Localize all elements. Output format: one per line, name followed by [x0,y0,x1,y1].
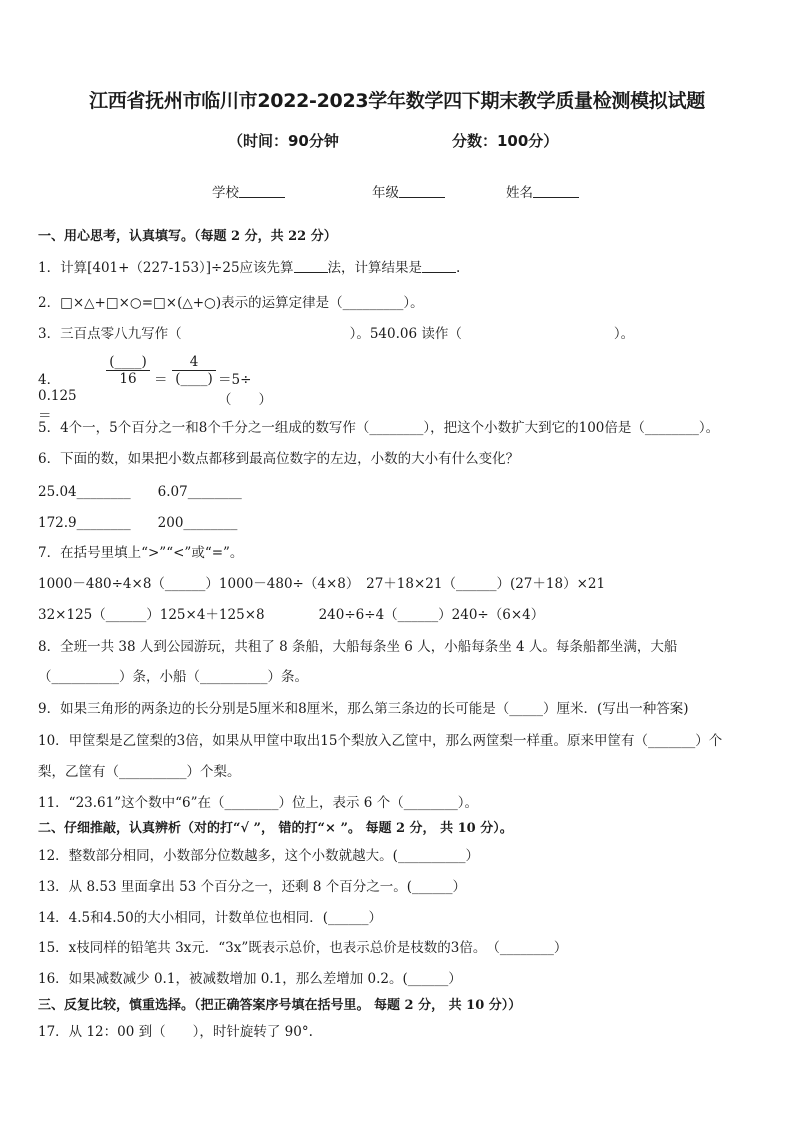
question-8: 8．全班一共 38 人到公园游玩，共租了 8 条船，大船每条坐 6 人，小船每条坐 4 人。每条船都坐满，大船 [38,639,678,655]
exam-page: 江西省抚州市临川市2022-2023学年数学四下期末教学质量检测模拟试题 （时间：90分钟 分数：100分） 学校 年级 姓名 一、用心思考，认真填写。（每题 2 分，共 22 分） 1．计算[401+（227-153）]÷25应该先算 法，计算结果是 . 2．□×△+□×○=□×(△+○)表示的运算定律是（_________）。 3．三百点零八九写作（ ）。540.06 读作（ ）。 4．0.125＝ (____) 16 ＝ 4 (____) ＝5÷（ ） 5．4个一，5个百分之一和8个千分之一组成的数写作（________），把这个小数扩大到它的100倍是（________）。 6．下面的数，如果把小数点都移到最高位数字的左边，小数的大小有什么变化？ 25.04________ 6.07________ 172.9________ 200________ 7．在括号里填上“>”“<”或“=”。 1000－480÷4×8（______）1000－480÷（4×8） 27＋18×21（______）(27＋18）×21 32×125（______）125×4＋125×8 240÷6÷4（______）240÷（6×4） 8．全班一共 38 人到公园游玩，共租了 8 条船，大船每条坐 6 人，小船每条坐 4 人。每条船都坐满，大船 （__________）条，小船（__________）条。 9．如果三角形的两条边的长分别是5厘米和8厘米，那么第三条边的长可能是（_____）厘米．(写出一种答案) 10．甲筐梨是乙筐梨的3倍，如果从甲筐中取出15个梨放入乙筐中，那么两筐梨一样重。原来甲筐有（_______）个 梨，乙筐有（__________）个梨。 11．“23.61”这个数中“6”在（________）位上，表示 6 个（________）。 二、仔细推敲，认真辨析（对的打“√ ”， 错的打“× ”。 每题 2 分， 共 10 分）。 12．整数部分相同，小数部分位数越多，这个小数就越大。(__________） 13．从 8.53 里面拿出 53 个百分之一，还剩 8 个百分之一。(______） 14．4.5和4.50的大小相同，计数单位也相同．(______） 15．x枝同样的铅笔共 3x元．“3x”既表示总价，也表示总价是枝数的3倍。 （________） 16．如果减数减少 0.1，被减数增加 0.1，那么差增加 0.2。(______） 三、反复比较，慎重选择。（把正确答案序号填在括号里。 每题 2 分， 共 10 分）） 17．从 12：00 到（ ），时针旋转了 90°. [0,0,794,1123]
question-14: 14．4.5和4.50的大小相同，计数单位也相同．(______） [38,910,382,926]
school-blank[interactable] [239,184,285,198]
question-12: 12．整数部分相同，小数部分位数越多，这个小数就越大。(__________） [38,848,479,864]
q4-fraction-2: 4 (____) [172,354,216,387]
question-6: 6．下面的数，如果把小数点都移到最高位数字的左边，小数的大小有什么变化？ [38,451,520,467]
school-label: 学校 [212,185,239,201]
page-title: 江西省抚州市临川市2022-2023学年数学四下期末教学质量检测模拟试题 [89,90,705,112]
grade-field [372,181,445,201]
question-11: 11．“23.61”这个数中“6”在（________）位上，表示 6 个（________）。 [38,795,478,811]
question-6-row-a: 25.04________ 6.07________ [38,484,242,500]
question-15: 15．x枝同样的铅笔共 3x元．“3x”既表示总价，也表示总价是枝数的3倍。 （________） [38,940,568,956]
question-10-cont: 梨，乙筐有（__________）个梨。 [38,764,241,780]
question-10: 10．甲筐梨是乙筐梨的3倍，如果从甲筐中取出15个梨放入乙筐中，那么两筐梨一样重。原来甲筐有（_______）个 [38,733,723,749]
exam-time: （时间：90分钟 [228,132,339,150]
grade-label: 年级 [372,185,399,201]
question-2: 2．□×△+□×○=□×(△+○)表示的运算定律是（_________）。 [38,295,424,311]
question-9: 9．如果三角形的两条边的长分别是5厘米和8厘米，那么第三条边的长可能是（_____）厘米．(写出一种答案) [38,701,689,717]
question-13: 13．从 8.53 里面拿出 53 个百分之一，还剩 8 个百分之一。(______） [38,879,467,895]
q1-blank-2[interactable] [422,260,456,273]
question-7-row-a: 1000－480÷4×8（______）1000－480÷（4×8） 27＋18×21（______）(27＋18）×21 [38,576,606,592]
grade-blank[interactable] [399,184,445,198]
q1-blank-1[interactable] [294,260,328,273]
question-17: 17．从 12：00 到（ ），时针旋转了 90°. [38,1024,313,1040]
question-6-row-b: 172.9________ 200________ [38,515,238,531]
school-field [212,181,285,201]
name-blank[interactable] [533,184,579,198]
question-16: 16．如果减数减少 0.1，被减数增加 0.1，那么差增加 0.2。(______） [38,971,462,987]
question-7-row-b: 32×125（______）125×4＋125×8 240÷6÷4（______）240÷（6×4） [38,607,545,623]
question-7: 7．在括号里填上“>”“<”或“=”。 [38,545,244,561]
section-2-heading: 二、仔细推敲，认真辨析（对的打“√ ”， 错的打“× ”。 每题 2 分， 共 10 分）。 [38,821,513,836]
question-8-cont: （__________）条，小船（__________）条。 [38,669,308,685]
name-label: 姓名 [506,185,533,201]
exam-score: 分数：100分） [452,132,559,150]
section-1-heading: 一、用心思考，认真填写。（每题 2 分，共 22 分） [38,229,337,244]
section-3-heading: 三、反复比较，慎重选择。（把正确答案序号填在括号里。 每题 2 分， 共 10 分）） [38,998,522,1013]
q4-fraction-1: (____) 16 [106,354,150,387]
name-field [506,181,579,201]
question-3: 3．三百点零八九写作（ ）。540.06 读作（ ）。 [38,326,635,342]
question-5: 5．4个一，5个百分之一和8个千分之一组成的数写作（________），把这个小数扩大到它的100倍是（________）。 [38,420,720,436]
question-1: 1．计算[401+（227-153）]÷25应该先算 法，计算结果是 . [38,260,461,276]
